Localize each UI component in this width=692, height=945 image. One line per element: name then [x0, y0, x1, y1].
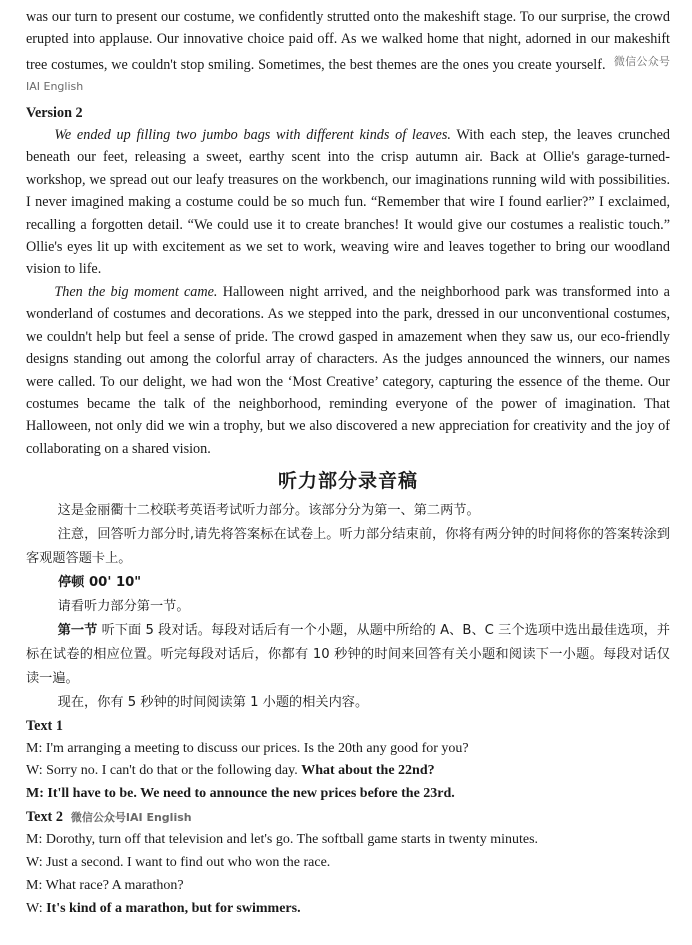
dialogue-line: M: I'm arranging a meeting to discuss our prices. Is the 20th any good for you?	[26, 740, 469, 756]
watermark-text: 微信公众号IAI English	[26, 54, 671, 94]
dialogue-speaker: W:	[26, 900, 47, 916]
paragraph-body: Halloween night arrived, and the neighborhood park was transformed into a wonderland of costumes and decorations. As we stepped into the park, dressed in our unconventional costumes, we couldn't help but feel a sense of pride. The crowd gasped in amazement when they saw us, our eco-friendly designs standing out among the colorful array of characters. As the judges announced the winners, our names were called. To our delight, we had won the ‘Most Creative’ category, capturing the essence of the theme. Our costumes became the talk of the neighborhood, reminding everyone of the power of imagination. That Halloween, not only did we win a trophy, but we also discovered a new appreciation for creativity and the joy of collaborating on a shared vision.	[26, 283, 670, 457]
reading-time-note: 现在，你有 5 秒钟的时间阅读第 1 小题的相关内容。	[57, 695, 369, 711]
dialogue-line	[26, 898, 670, 921]
paragraph-opening-sentence: We ended up filling two jumbo bags with different kinds of leaves.	[54, 127, 451, 144]
transcript-title: 听力部分录音稿	[277, 470, 418, 493]
dialogue-line: W: Just a second. I want to find out who won the race.	[26, 855, 331, 871]
section-prompt: 请看听力部分第一节。	[57, 599, 190, 615]
dialogue-line: M: Dorothy, turn off that television and let's go. The softball game starts in twenty minutes.	[26, 832, 539, 848]
dialogue-line	[26, 760, 670, 783]
dialogue-line-key: M: It'll have to be. We need to announce the new prices before the 23rd.	[26, 786, 455, 802]
story-paragraph-intro	[26, 6, 670, 102]
story-intro-text: was our turn to present our costume, we confidently strutted onto the makeshift stage. To our surprise, the crowd erupted into applause. Our innovative choice paid off. As we walked home that night, adorned in our makeshift tree costumes, we couldn't stop smiling. Sometimes, the best themes are the ones you create yourself.	[26, 9, 670, 73]
dialogue-text: W: Sorry no. I can't do that or the following day.	[26, 763, 302, 779]
text2-heading	[26, 806, 670, 829]
section1-label: 第一节	[57, 623, 98, 639]
dialogue-key-text: It's kind of a marathon, but for swimmers.	[46, 900, 301, 916]
text1-label: Text 1	[26, 718, 63, 735]
story-paragraph-2	[26, 281, 670, 460]
watermark-text: 微信公众号IAI English	[70, 810, 192, 824]
pause-marker: 停顿 00' 10"	[58, 575, 142, 591]
section1-text: 听下面 5 段对话。每段对话后有一个小题，从题中所给的 A、B、C 三个选项中选出最佳选项，并标在试卷的相应位置。听完每段对话后，你都有 10 秒钟的时间来回答有关小题和阅读下一小题。每段对话仅读一遍。	[26, 623, 671, 687]
transcript-notice: 注意，回答听力部分时,请先将答案标在试卷上。听力部分结束前，你将有两分钟的时间将你的答案转涂到客观题答题卡上。	[26, 527, 670, 567]
story-paragraph-1	[26, 124, 670, 281]
text2-label: Text 2	[26, 808, 63, 825]
paragraph-opening-sentence: Then the big moment came.	[54, 283, 218, 300]
transcript-intro: 这是金丽衢十二校联考英语考试听力部分。该部分分为第一、第二两节。	[57, 503, 480, 519]
section1-instructions	[26, 619, 670, 691]
paragraph-body: With each step, the leaves crunched beneath our feet, releasing a sweet, earthy scent into the crisp autumn air. Back at Ollie's garage-turned-workshop, we spread out our leafy treasures on the workbench, our imaginations running wild with possibilities. I never imagined making a costume could be so much fun. “Remember that wire I found earlier?” I exclaimed, recalling a forgotten detail. “We could use it to create branches! It would give our costumes a realistic touch.” Ollie's eyes lit up with excitement as we set to work, weaving wire and leaves together to bring our woodland vision to life.	[26, 127, 670, 278]
dialogue-key-text: What about the 22nd?	[301, 763, 435, 779]
dialogue-line: M: What race? A marathon?	[26, 877, 184, 893]
version-heading: Version 2	[26, 104, 83, 121]
